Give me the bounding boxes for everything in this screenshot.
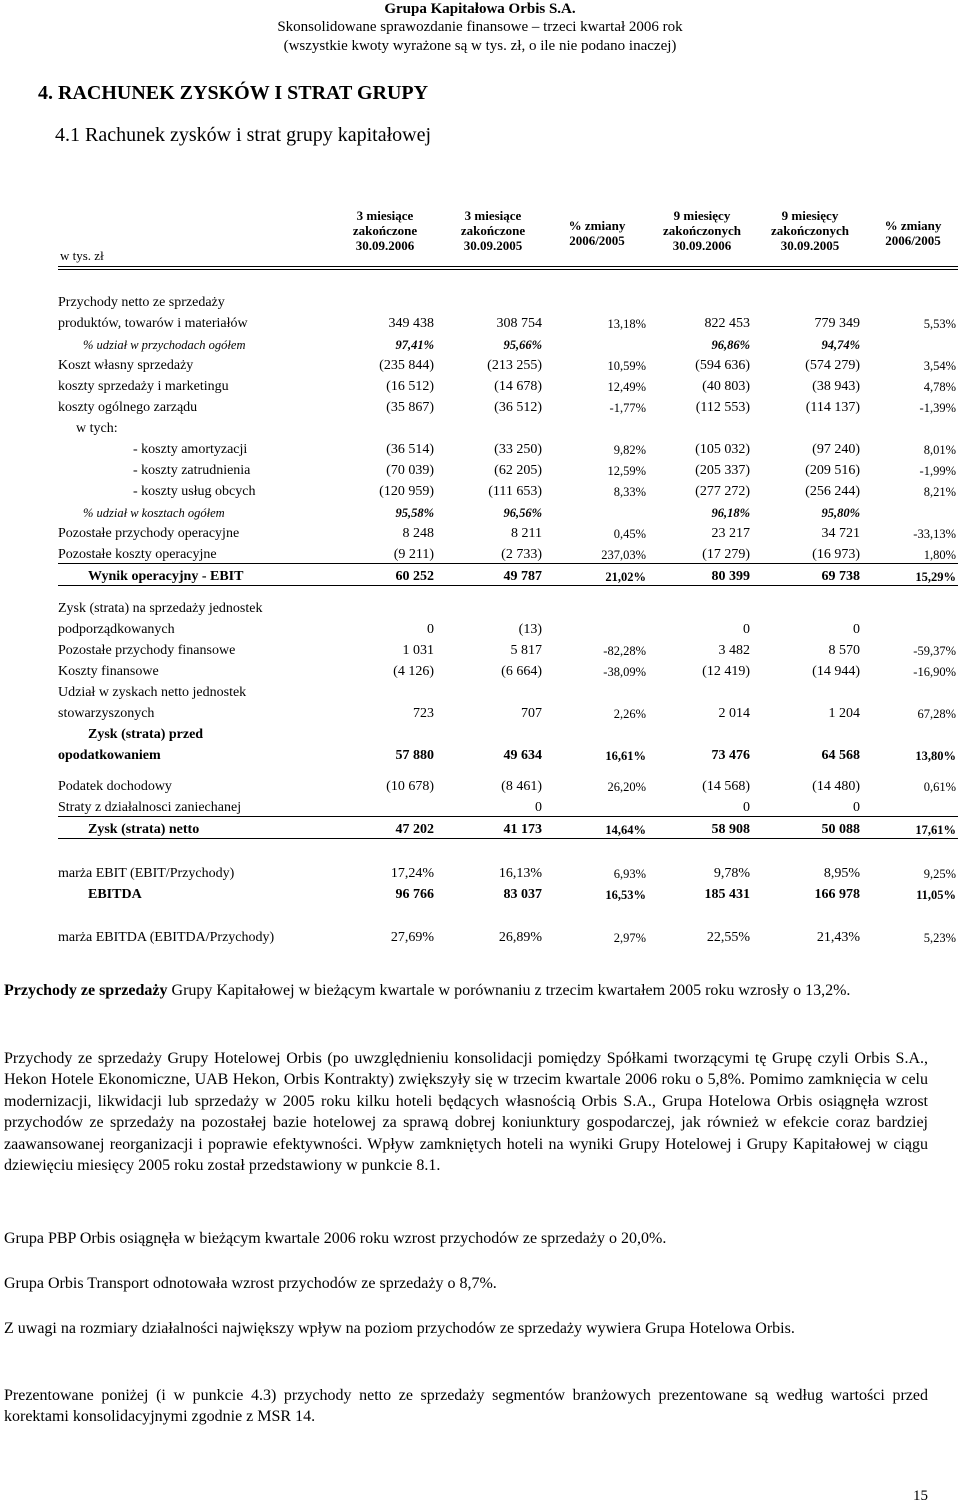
row-value: (594 636) [695, 358, 750, 373]
row-value: 14,64% [548, 817, 648, 839]
row-value [866, 290, 958, 311]
row-value [348, 680, 440, 701]
row-spacer [58, 764, 958, 774]
row-value: 73 476 [711, 748, 750, 763]
row-value: 8,95% [823, 866, 860, 881]
row-value [348, 416, 440, 437]
table-row [58, 500, 958, 521]
row-value: 2 014 [718, 706, 750, 721]
row-value: (14 678) [494, 379, 542, 394]
row-value: (111 653) [488, 484, 542, 499]
row-value [756, 416, 866, 437]
row-label: opodatkowaniem [58, 748, 161, 763]
row-value: 4,78% [923, 380, 956, 394]
paragraph-segments: Prezentowane poniżej (i w punkcie 4.3) przychody netto ze sprzedaży segmentów branżowych prezentowane są według wartości przed korektami konsolidacyjnymi zgodnie z MSR 14. [4, 1387, 928, 1426]
row-value: 779 349 [814, 316, 860, 331]
row-value: -1,39% [919, 401, 956, 415]
row-value: (2 733) [501, 547, 542, 562]
row-value [648, 680, 756, 701]
row-value: 16,13% [498, 866, 542, 881]
row-value: (14 944) [812, 664, 860, 679]
row-value [866, 332, 958, 353]
row-value: 2,26% [613, 707, 646, 721]
row-value: 50 088 [756, 817, 866, 839]
row-value: 96,86% [711, 338, 750, 352]
row-value [548, 596, 648, 617]
paragraph-pbp-orbis: Grupa PBP Orbis osiągnęła w bieżącym kwartale 2006 roku wzrost przychodów ze sprzedaży o 20,0%. [4, 1230, 667, 1247]
row-value: 9,82% [613, 443, 646, 457]
company-name: Grupa Kapitałowa Orbis S.A. [384, 1, 576, 17]
row-value [548, 680, 648, 701]
row-value: 5 817 [510, 643, 542, 658]
row-value: (33 250) [494, 442, 542, 457]
row-value: 0 [743, 622, 750, 637]
row-value: 16,61% [605, 749, 646, 763]
unit-label: w tys. zł [60, 248, 104, 263]
row-value: 8 248 [402, 526, 434, 541]
row-label: stowarzyszonych [58, 706, 155, 721]
table-row [58, 416, 958, 437]
row-value: 17,61% [866, 817, 958, 839]
row-label: w tych: [76, 421, 118, 436]
table-row [58, 743, 958, 764]
row-value [548, 500, 648, 521]
row-label: marża EBIT (EBIT/Przychody) [58, 866, 235, 881]
table-row [58, 617, 958, 638]
table-row [58, 311, 958, 332]
table-row [58, 542, 958, 564]
table-row [58, 882, 958, 903]
row-value: (14 480) [812, 779, 860, 794]
row-value: 67,28% [917, 707, 956, 721]
row-label: Koszt własny sprzedaży [58, 358, 194, 373]
row-label: produktów, towarów i materiałów [58, 316, 248, 331]
row-value [756, 680, 866, 701]
row-value: 95,80% [821, 506, 860, 520]
row-label: % udział w kosztach ogółem [83, 506, 225, 520]
row-value: 96,18% [711, 506, 750, 520]
row-label: Zysk (strata) przed [88, 727, 204, 742]
row-value: (17 279) [702, 547, 750, 562]
table-row [58, 290, 958, 311]
header-rule-top [58, 266, 958, 267]
table-row [58, 458, 958, 479]
row-value: 308 754 [496, 316, 542, 331]
table-row [58, 374, 958, 395]
row-value: 9,25% [923, 867, 956, 881]
col-header-q3-2006: 3 miesiące zakończone 30.09.2006 [352, 208, 418, 253]
row-value: (35 867) [386, 400, 434, 415]
row-value: 0 [743, 800, 750, 815]
row-value [756, 290, 866, 311]
row-value: 96,56% [503, 506, 542, 520]
row-value: (97 240) [812, 442, 860, 457]
report-title: Skonsolidowane sprawozdanie finansowe – trzeci kwartał 2006 rok [277, 19, 683, 35]
row-value: 3,54% [923, 359, 956, 373]
row-value: 1 204 [828, 706, 860, 721]
row-label: % udział w przychodach ogółem [83, 338, 246, 352]
row-value [348, 795, 440, 817]
row-value: 94,74% [821, 338, 860, 352]
row-value: 49 787 [440, 564, 548, 586]
row-value: 34 721 [821, 526, 860, 541]
page-number: 15 [913, 1488, 928, 1504]
row-value: 69 738 [756, 564, 866, 586]
row-value [440, 416, 548, 437]
row-value: -33,13% [913, 527, 956, 541]
row-value: 11,05% [916, 888, 956, 902]
row-value: 8 211 [511, 526, 542, 541]
row-value: 0 [853, 800, 860, 815]
row-value [866, 617, 958, 638]
row-value: (8 461) [501, 779, 542, 794]
row-value [440, 596, 548, 617]
table-row [58, 638, 958, 659]
row-value: (105 032) [695, 442, 750, 457]
row-value: 185 431 [704, 887, 750, 902]
row-value: 5,53% [923, 317, 956, 331]
row-label: - koszty usług obcych [133, 484, 256, 499]
row-label: - koszty zatrudnienia [133, 463, 251, 478]
table-row [58, 479, 958, 500]
row-value: 57 880 [395, 748, 434, 763]
row-value: 10,59% [607, 359, 646, 373]
row-value: (36 514) [386, 442, 434, 457]
row-value: (10 678) [386, 779, 434, 794]
row-value: 23 217 [711, 526, 750, 541]
row-value: 17,24% [390, 866, 434, 881]
row-value [866, 500, 958, 521]
row-value [440, 290, 548, 311]
row-value: 60 252 [348, 564, 440, 586]
row-value: (38 943) [812, 379, 860, 394]
row-value [756, 596, 866, 617]
row-value: -16,90% [913, 665, 956, 679]
row-value: (112 553) [695, 400, 750, 415]
row-value: 13,80% [915, 749, 956, 763]
table-row [58, 680, 958, 701]
row-label: marża EBITDA (EBITDA/Przychody) [58, 930, 275, 945]
row-value: 723 [413, 706, 434, 721]
row-value [866, 680, 958, 701]
row-value [866, 416, 958, 437]
row-value: (4 126) [393, 664, 434, 679]
col-header-change-9m: % zmiany 2006/2005 [884, 218, 942, 248]
row-value: 2,97% [613, 931, 646, 945]
row-value: -1,77% [609, 401, 646, 415]
row-value: 97,41% [395, 338, 434, 352]
row-value: (16 973) [812, 547, 860, 562]
table-row [58, 659, 958, 680]
row-value [866, 722, 958, 743]
row-value: 0,61% [923, 780, 956, 794]
table-row [58, 437, 958, 458]
row-label: Przychody netto ze sprzedaży [58, 295, 225, 310]
row-value: 47 202 [348, 817, 440, 839]
row-value [348, 290, 440, 311]
row-value: 12,59% [607, 464, 646, 478]
row-value: (574 279) [805, 358, 860, 373]
row-value: (213 255) [487, 358, 542, 373]
row-value [548, 416, 648, 437]
table-row [58, 722, 958, 743]
row-value: 8,21% [923, 485, 956, 499]
col-header-change-q: % zmiany 2006/2005 [568, 218, 626, 248]
row-value: 95,58% [395, 506, 434, 520]
row-value: 64 568 [821, 748, 860, 763]
row-value [756, 722, 866, 743]
row-value: 5,23% [923, 931, 956, 945]
row-value: 41 173 [440, 817, 548, 839]
table-row [58, 332, 958, 353]
row-value: (277 272) [695, 484, 750, 499]
row-label: Koszty finansowe [58, 664, 159, 679]
row-value: (62 205) [494, 463, 542, 478]
row-value: 15,29% [866, 564, 958, 586]
row-value: 0,45% [613, 527, 646, 541]
row-value: 3 482 [718, 643, 750, 658]
row-value: 0 [427, 622, 434, 637]
row-value: (6 664) [501, 664, 542, 679]
row-value: 9,78% [713, 866, 750, 881]
row-value: -59,37% [913, 644, 956, 658]
row-label: koszty ogólnego zarządu [58, 400, 198, 415]
row-value [648, 290, 756, 311]
row-value: (9 211) [393, 547, 434, 562]
row-value: 8,33% [613, 485, 646, 499]
header-rule-bottom [58, 269, 958, 270]
row-value: (14 568) [702, 779, 750, 794]
row-value [548, 722, 648, 743]
row-value: 21,43% [816, 930, 860, 945]
paragraph-orbis-transport: Grupa Orbis Transport odnotowała wzrost przychodów ze sprzedaży o 8,7%. [4, 1275, 497, 1292]
row-value: 26,89% [498, 930, 542, 945]
row-label: Udział w zyskach netto jednostek [58, 685, 247, 700]
row-label: Pozostałe koszty operacyjne [58, 547, 217, 562]
row-value: 8 570 [828, 643, 860, 658]
row-value: (12 419) [702, 664, 750, 679]
row-label: podporządkowanych [58, 622, 175, 637]
row-value: (205 337) [695, 463, 750, 478]
row-value: 237,03% [601, 548, 646, 562]
row-label: EBITDA [88, 887, 142, 902]
row-value: 22,55% [706, 930, 750, 945]
row-value: (36 512) [494, 400, 542, 415]
row-spacer [58, 586, 958, 597]
paragraph-hotel-impact: Z uwagi na rozmiary działalności największy wpływ na poziom przychodów ze sprzedaży wywiera Grupa Hotelowa Orbis. [4, 1320, 795, 1337]
row-value: -1,99% [919, 464, 956, 478]
row-value: 21,02% [548, 564, 648, 586]
row-value: (209 516) [805, 463, 860, 478]
row-value [440, 680, 548, 701]
row-value: (256 244) [805, 484, 860, 499]
row-value [348, 596, 440, 617]
income-statement-table [58, 290, 958, 946]
row-value [548, 290, 648, 311]
row-value: 822 453 [704, 316, 750, 331]
table-row [58, 925, 958, 946]
row-value: (16 512) [386, 379, 434, 394]
row-label: Pozostałe przychody finansowe [58, 643, 236, 658]
row-value [866, 795, 958, 817]
row-value: -38,09% [603, 665, 646, 679]
row-value: 0 [535, 800, 542, 815]
row-value: 6,93% [613, 867, 646, 881]
row-label: Podatek dochodowy [58, 779, 172, 794]
row-value [440, 722, 548, 743]
row-value: 0 [853, 622, 860, 637]
row-value [648, 722, 756, 743]
table-row [58, 795, 958, 817]
row-value: 80 399 [648, 564, 756, 586]
row-label: Pozostałe przychody operacyjne [58, 526, 240, 541]
row-value: 1,80% [923, 548, 956, 562]
row-value: 12,49% [607, 380, 646, 394]
row-value [548, 617, 648, 638]
row-value [648, 596, 756, 617]
row-spacer [58, 839, 958, 862]
row-value [866, 596, 958, 617]
paragraph-revenue-group: Przychody ze sprzedaży Grupy Kapitałowej w bieżącym kwartale w porównaniu z trzecim kwartałem 2005 roku wzrosły o 13,2%. [4, 982, 851, 999]
row-value: 16,53% [605, 888, 646, 902]
row-label: koszty sprzedaży i marketingu [58, 379, 229, 394]
row-value: (40 803) [702, 379, 750, 394]
row-label: Straty z działalnosci zaniechanej [58, 800, 242, 815]
row-value: (235 844) [379, 358, 434, 373]
row-value: (13) [518, 622, 542, 637]
row-value: 26,20% [607, 780, 646, 794]
row-value: 49 634 [503, 748, 542, 763]
table-row [58, 353, 958, 374]
row-value: 96 766 [395, 887, 434, 902]
row-label: Wynik operacyjny - EBIT [58, 564, 348, 586]
paragraph-hotel-group: Przychody ze sprzedaży Grupy Hotelowej Orbis (po uwzględnieniu konsolidacji pomiędzy Spółkami tworzącymi tę Grupę czyli Orbis S.A., Hekon Hotele Ekonomiczne, UAB Hekon, Orbis Kontrakty) zwiększyły się w trzecim kwartale 2006 roku o 5,8%. Pomimo zamknięcia w celu modernizacji, likwidacji lub sprzedaży w 2005 roku kilku hoteli będących własnością Orbis S.A., Grupa Hotelowa Orbis osiągnęła wzrost przychodów ze sprzedaży na pozostałej bazie hotelowej za sprawą dobrej koniunktury gospodarczej, jak również w efekcie coraz bardziej zaawansowanej reorganizacji i poprawie efektywności. Wpływ zamkniętych hoteli na wyniki Grupy Hotelowej i Grupy Kapitałowej w ciągu dziewięciu miesięcy 2005 roku został przedstawiony w punkcie 8.1. [4, 1050, 928, 1175]
table-row [58, 817, 958, 839]
row-value: -82,28% [603, 644, 646, 658]
row-label: Zysk (strata) na sprzedaży jednostek [58, 601, 263, 616]
row-value: 27,69% [390, 930, 434, 945]
table-row [58, 395, 958, 416]
row-value: 707 [521, 706, 542, 721]
row-value: 58 908 [648, 817, 756, 839]
row-value [548, 795, 648, 817]
row-value: (120 959) [379, 484, 434, 499]
row-value: (114 137) [805, 400, 860, 415]
col-header-9m-2005: 9 miesięcy zakończonych 30.09.2005 [771, 208, 849, 253]
table-row [58, 521, 958, 542]
col-header-9m-2006: 9 miesięcy zakończonych 30.09.2006 [663, 208, 741, 253]
col-header-q3-2005: 3 miesiące zakończone 30.09.2005 [460, 208, 526, 253]
row-value: 13,18% [607, 317, 646, 331]
row-value: 95,66% [503, 338, 542, 352]
row-value: 349 438 [388, 316, 434, 331]
row-value: 83 037 [503, 887, 542, 902]
table-row [58, 774, 958, 795]
table-row [58, 701, 958, 722]
table-row [58, 861, 958, 882]
row-value: (70 039) [386, 463, 434, 478]
row-label: Zysk (strata) netto [58, 817, 348, 839]
row-spacer [58, 903, 958, 925]
row-value: 8,01% [923, 443, 956, 457]
row-value [548, 332, 648, 353]
row-value [348, 722, 440, 743]
currency-note: (wszystkie kwoty wyrażone są w tys. zł, o ile nie podano inaczej) [283, 38, 677, 54]
table-row [58, 596, 958, 617]
row-label: - koszty amortyzacji [133, 442, 248, 457]
table-row [58, 564, 958, 586]
row-value [648, 416, 756, 437]
section-title: 4. RACHUNEK ZYSKÓW I STRAT GRUPY [38, 82, 429, 104]
row-value: 166 978 [814, 887, 860, 902]
row-value: 1 031 [402, 643, 434, 658]
subsection-title: 4.1 Rachunek zysków i strat grupy kapitałowej [55, 124, 432, 146]
